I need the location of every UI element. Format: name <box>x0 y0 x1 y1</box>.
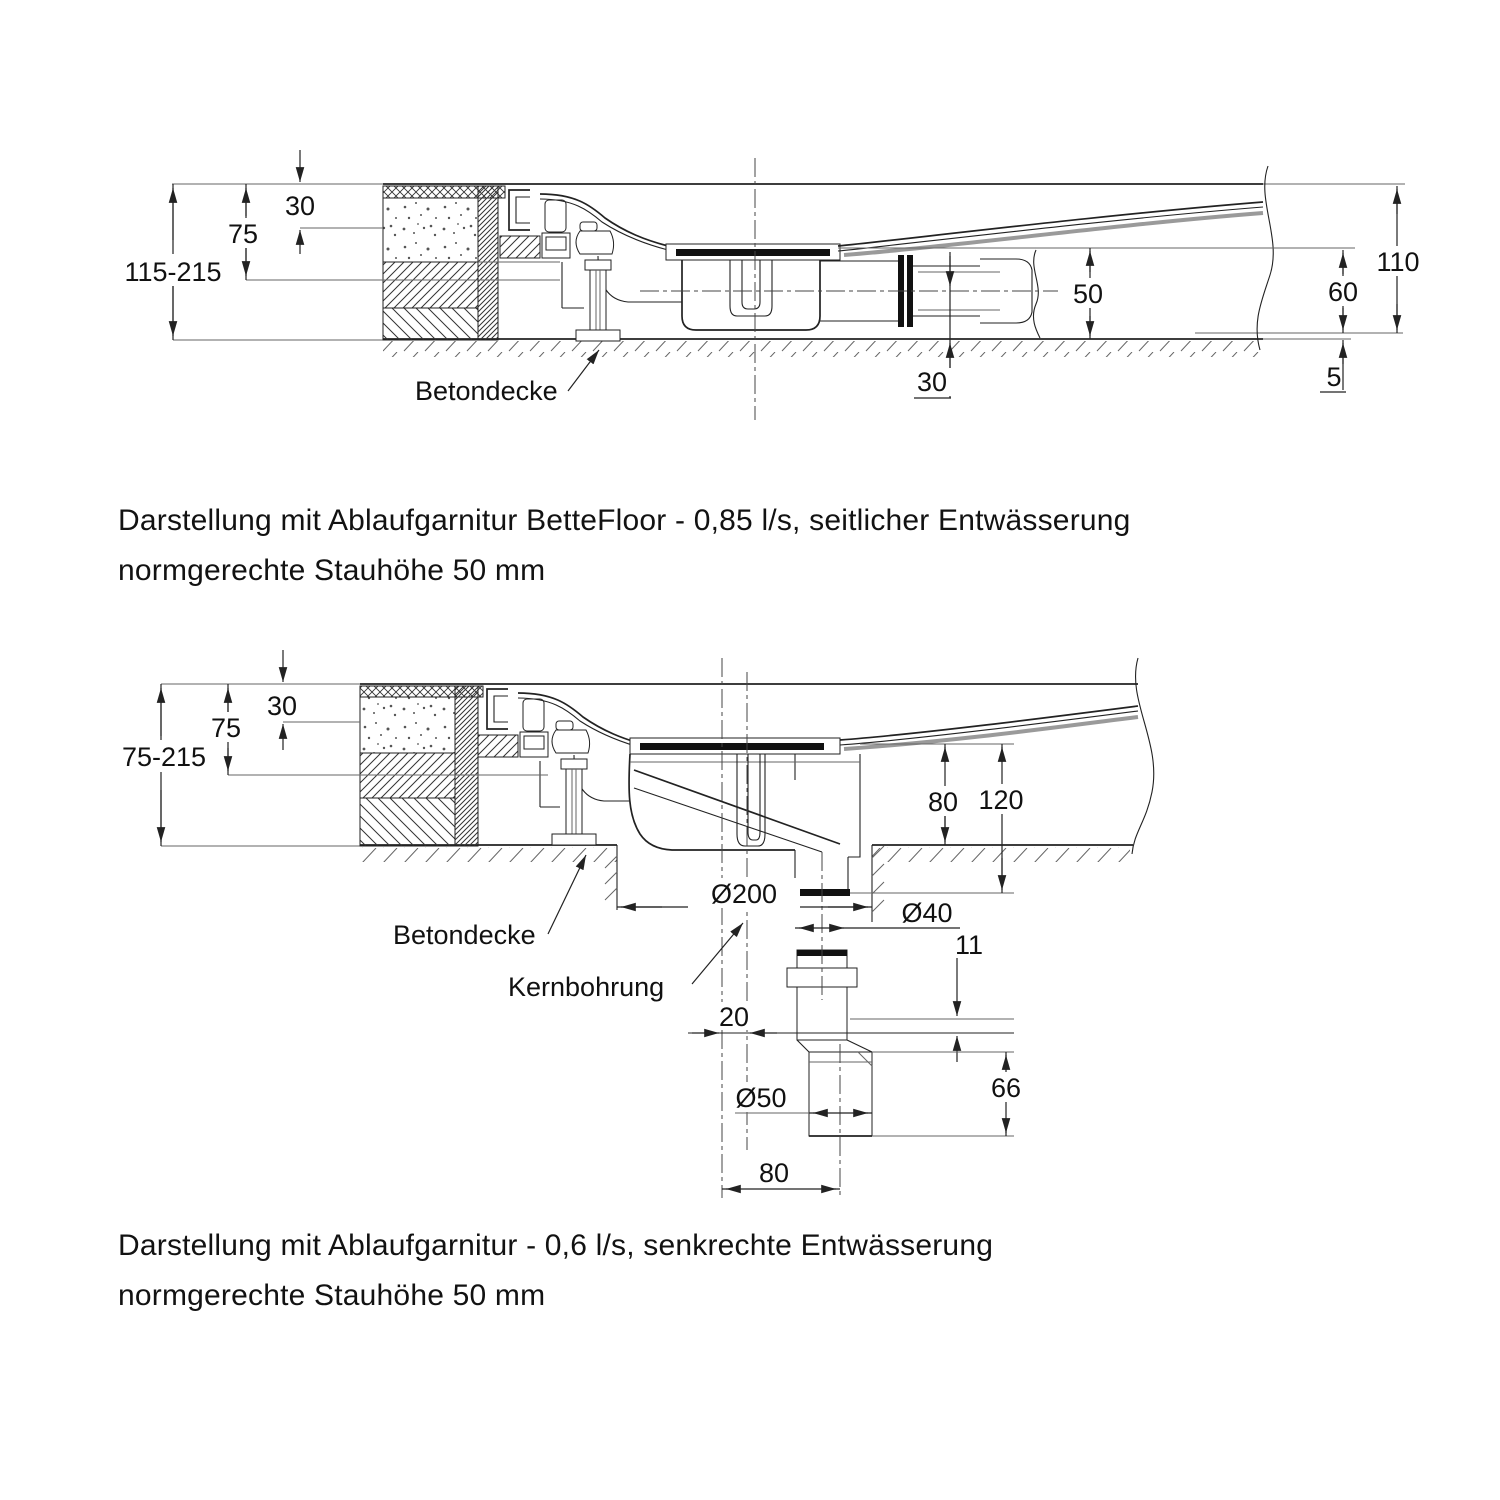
kernbohrung-callout <box>508 923 743 1002</box>
dim-60: 60 <box>1327 277 1359 307</box>
tray-surface-2 <box>840 706 1138 749</box>
dim-30-bottom: 30 <box>916 367 948 397</box>
dim-50: 50 <box>1072 279 1104 309</box>
support-foot-2 <box>552 759 596 845</box>
label-betondecke-upper: Betondecke <box>415 376 558 406</box>
break-line-2 <box>1132 658 1154 854</box>
dim-d50: Ø50 <box>735 1083 787 1113</box>
dim-66: 66 <box>990 1073 1022 1103</box>
screed-layer <box>383 198 478 262</box>
dim-75: 75 <box>227 219 259 249</box>
pipe-break-line <box>1033 250 1040 338</box>
tray-surface <box>838 202 1263 255</box>
drawing-side-drainage <box>116 150 1426 420</box>
dim-75-2: 75 <box>210 713 242 743</box>
betondecke-callout-2 <box>393 855 586 950</box>
offset-fitting <box>787 950 872 1136</box>
caption-upper <box>118 496 1131 596</box>
betondecke-callout <box>415 350 599 406</box>
drain-bowl-2 <box>629 738 860 896</box>
caption-lower-line2: normgerechte Stauhöhe 50 mm <box>118 1279 546 1312</box>
support-foot <box>576 260 620 341</box>
strainer-plate <box>676 249 830 256</box>
dim-30-top: 30 <box>284 191 316 221</box>
wall-section-2 <box>360 686 483 846</box>
label-betondecke-lower: Betondecke <box>393 920 536 950</box>
dim-30-2: 30 <box>266 691 298 721</box>
dimension-66 <box>872 1052 1030 1136</box>
break-line <box>1257 166 1273 350</box>
wall-board <box>478 186 498 340</box>
label-kernbohrung: Kernbohrung <box>508 972 665 1002</box>
caption-upper-line1: Darstellung mit Ablaufgarnitur BetteFloor - 0,85 l/s, seitlicher Entwässerung <box>118 504 1131 537</box>
caption-lower-line1: Darstellung mit Ablaufgarnitur - 0,6 l/s, senkrechte Entwässerung <box>118 1229 994 1262</box>
floor-hatching-right <box>872 847 1130 862</box>
dim-120: 120 <box>978 785 1024 815</box>
section-outline <box>172 166 1405 357</box>
dimension-offset-20 <box>692 1002 777 1033</box>
insulation-layer <box>383 262 478 308</box>
dim-80-bottom: 80 <box>758 1158 790 1188</box>
drawing-vertical-drainage <box>122 650 1154 1198</box>
outlet-pipe-horizontal <box>640 250 1058 338</box>
drain-trap-inlet <box>562 222 682 308</box>
dim-d200: Ø200 <box>710 879 778 909</box>
wall-section <box>383 186 505 340</box>
floor-hatching <box>383 341 1263 357</box>
dimension-80-bottom <box>722 1158 840 1189</box>
dim-115-215: 115-215 <box>124 257 222 287</box>
strainer-plate-2 <box>640 743 824 750</box>
floor-hatching-left <box>360 847 617 862</box>
caption-lower <box>118 1221 993 1321</box>
edge-profile <box>478 190 668 262</box>
dim-110: 110 <box>1376 247 1420 277</box>
insulation-layer-2 <box>383 308 478 340</box>
dim-11: 11 <box>954 930 984 960</box>
caption-upper-line2: normgerechte Stauhöhe 50 mm <box>118 554 546 587</box>
dimensions-right <box>838 186 1426 398</box>
dim-5: 5 <box>1326 362 1342 392</box>
dim-d40: Ø40 <box>901 898 953 928</box>
dim-20: 20 <box>718 1002 750 1032</box>
dim-80: 80 <box>927 787 959 817</box>
drain-bowl <box>666 244 840 330</box>
dim-75-215: 75-215 <box>121 742 207 772</box>
